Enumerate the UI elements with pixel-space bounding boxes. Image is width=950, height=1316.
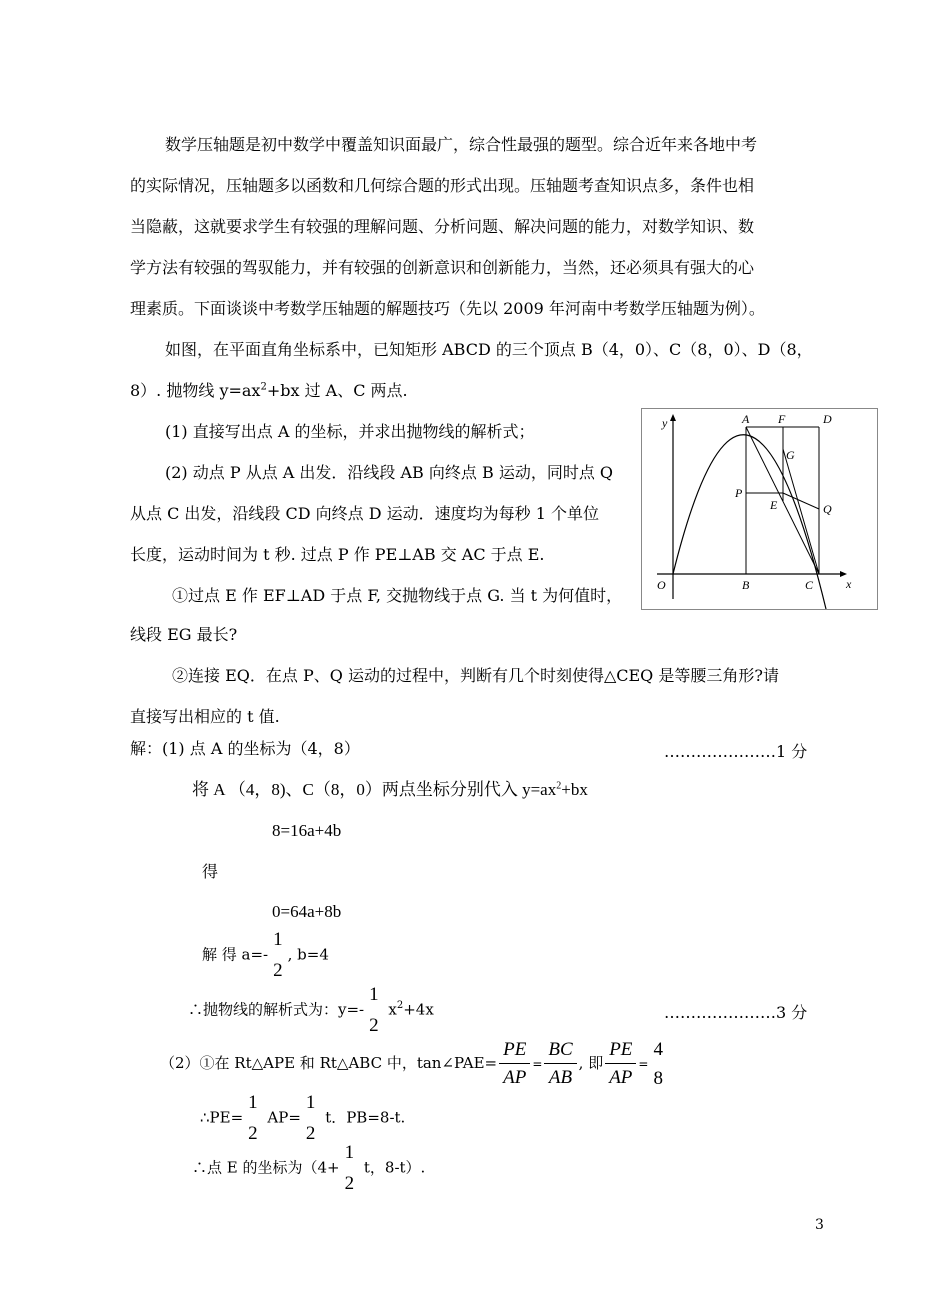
eq-sign-1: = — [532, 1057, 543, 1071]
solution-line-7-a: ∴点 E 的坐标为（4+ — [192, 1158, 340, 1177]
coordinate-figure — [641, 408, 878, 610]
solution-line-2 — [192, 780, 588, 800]
frac-num: 1 — [248, 1092, 258, 1113]
frac-den: 2 — [273, 960, 283, 981]
problem-sup: 2 — [260, 381, 267, 393]
segment-EQ — [783, 493, 819, 509]
eq-sign-2: = — [638, 1057, 649, 1071]
intro-line-5: 理素质。下面谈谈中考数学压轴题的解题技巧（先以 2009 年河南中考数学压轴题为例）。 — [130, 299, 765, 318]
question-1: (1) 直接写出点 A 的坐标，并求出抛物线的解析式； — [165, 422, 535, 441]
frac-num: 1 — [305, 1092, 316, 1113]
solution-line-2-a: 将 A （4，8)、C（8，0）两点坐标分别代入 y=ax — [192, 780, 557, 799]
frac-den: 2 — [344, 1173, 355, 1194]
frac-den: AP — [609, 1067, 633, 1088]
frac-den: 2 — [248, 1123, 258, 1144]
fraction-one-half-e — [342, 1143, 358, 1193]
solution-line-4-c: +4x — [403, 1000, 434, 1019]
intro-line-1: 数学压轴题是初中数学中覆盖知识面最广，综合性最强的题型。综合近年来各地中考 — [165, 135, 758, 154]
equation-1: 8=16a+4b — [272, 821, 342, 840]
y-axis-arrow — [670, 414, 676, 421]
solution-line-6-b: AP= — [262, 1108, 301, 1127]
fraction-four-eight — [650, 1040, 666, 1088]
frac-num: 1 — [273, 929, 283, 950]
frac-num: 1 — [369, 984, 379, 1005]
fraction-one-half-c — [245, 1093, 261, 1143]
solution-line-6-a: ∴PE= — [200, 1108, 244, 1127]
solution-line-4-sup: 2 — [396, 1000, 404, 1012]
score-1: …………………1 分 — [664, 742, 808, 761]
solution-line-4-b: x — [383, 1000, 397, 1019]
ji-text: , 即 — [578, 1054, 604, 1072]
question-2-line-1: (2) 动点 P 从点 A 出发．沿线段 AB 向终点 B 运动，同时点 Q — [165, 463, 614, 482]
solution-line-6 — [200, 1093, 405, 1143]
frac-den: 2 — [369, 1015, 379, 1036]
intro-line-4: 学方法有较强的驾驭能力，并有较强的创新意识和创新能力，当然，还必须具有强大的心 — [130, 258, 755, 277]
frac-num: 4 — [653, 1038, 663, 1060]
frac-den: AB — [548, 1067, 573, 1088]
label-A: A — [742, 412, 750, 426]
problem-line-2-b: +bx 过 A、C 两点. — [266, 381, 408, 400]
frac-num: PE — [605, 1038, 636, 1064]
frac-num: BC — [544, 1038, 576, 1064]
solution-line-3-b: , b=4 — [287, 945, 329, 964]
solution-line-3-a: 解 得 a=- — [202, 945, 269, 964]
question-2b-line-1: ②连接 EQ．在点 P、Q 运动的过程中，判断有几个时刻使得△CEQ 是等腰三角形?请 — [172, 666, 779, 685]
solution-line-4 — [188, 985, 434, 1035]
page-number: 3 — [815, 1217, 824, 1233]
frac-num: 1 — [344, 1142, 355, 1163]
solution-line-7-b: t，8-t）. — [359, 1158, 426, 1177]
problem-line-2 — [130, 381, 408, 401]
solution-line-3 — [202, 929, 329, 981]
label-y: y — [662, 416, 668, 430]
score-3: …………………3 分 — [664, 1003, 808, 1022]
solution-line-2-sup: 2 — [556, 780, 562, 792]
question-2-line-3: 长度，运动时间为 t 秒. 过点 P 作 PE⊥AB 交 AC 于点 E. — [130, 545, 545, 564]
parabola — [673, 435, 826, 609]
solution-line-5-a: （2）①在 Rt△APE 和 Rt△ABC 中，tan∠PAE= — [160, 1054, 498, 1072]
solution-line-6-c: t．PB=8-t. — [320, 1108, 406, 1127]
fraction-one-half-d — [303, 1093, 319, 1143]
label-G: G — [786, 448, 795, 462]
label-O: O — [657, 578, 666, 592]
label-P: P — [735, 486, 743, 500]
equation-2: 0=64a+8b — [272, 902, 342, 921]
question-2b-line-2: 直接写出相应的 t 值. — [130, 707, 280, 726]
label-D: D — [823, 412, 832, 426]
intro-line-2: 的实际情况，压轴题多以函数和几何综合题的形式出现。压轴题考查知识点多，条件也相 — [130, 176, 755, 195]
fraction-one-half-b — [366, 985, 382, 1035]
label-B: B — [742, 578, 750, 592]
solution-line-4-a: ∴抛物线的解析式为：y=- — [188, 1000, 365, 1019]
fraction-pe-ap-2 — [605, 1038, 636, 1089]
label-E: E — [770, 498, 778, 512]
frac-den: 2 — [305, 1123, 316, 1144]
solution-line-2-b: +bx — [561, 780, 588, 799]
label-Q: Q — [823, 502, 832, 516]
problem-line-1: 如图，在平面直角坐标系中，已知矩形 ABCD 的三个顶点 B（4，0）、C（8，0）、D（8， — [165, 340, 813, 359]
frac-den: AP — [503, 1067, 527, 1088]
de-text: 得 — [202, 862, 219, 881]
solution-line-5 — [160, 1038, 668, 1090]
question-2a-line-1: ①过点 E 作 EF⊥AD 于点 F, 交抛物线于点 G. 当 t 为何值时， — [172, 586, 623, 605]
label-F: F — [778, 412, 786, 426]
frac-den: 8 — [653, 1067, 663, 1089]
label-C: C — [805, 578, 814, 592]
question-2a-line-2: 线段 EG 最长? — [130, 625, 238, 644]
question-2-line-2: 从点 C 出发，沿线段 CD 向终点 D 运动．速度均为每秒 1 个单位 — [130, 504, 600, 523]
solution-line-7 — [192, 1143, 425, 1193]
intro-line-3: 当隐蔽，这就要求学生有较强的理解问题、分析问题、解决问题的能力，对数学知识、数 — [130, 217, 755, 236]
solution-line-1: 解：(1) 点 A 的坐标为（4，8） — [130, 739, 360, 758]
fraction-pe-ap — [499, 1038, 530, 1089]
fraction-bc-ab — [544, 1038, 576, 1089]
label-x: x — [846, 577, 852, 591]
frac-num: PE — [499, 1038, 530, 1064]
problem-line-2-a: 8）. 抛物线 y=ax — [130, 381, 261, 400]
fraction-one-half-a — [270, 930, 286, 980]
